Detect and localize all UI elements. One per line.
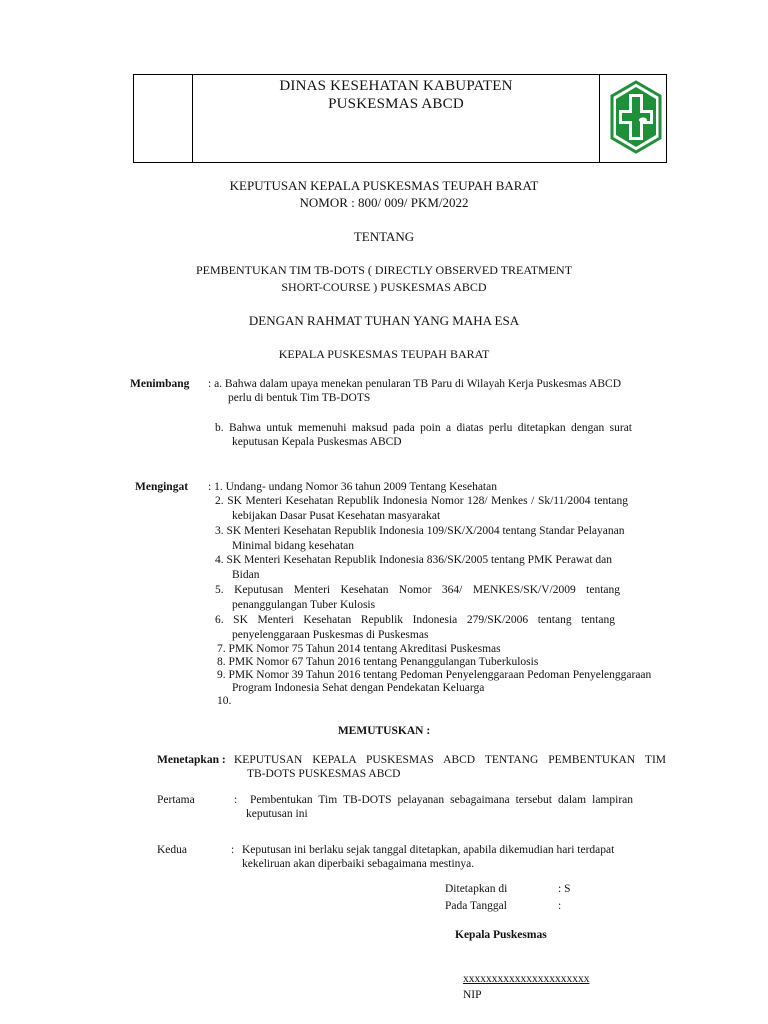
mengingat-item-3-line-1: 3. SK Menteri Kesehatan Republik Indonesia 109/SK/X/2004 tentang Standar Pelayanan bbox=[215, 525, 625, 537]
menetapkan-line-2: TB-DOTS PUSKESMAS ABCD bbox=[247, 768, 401, 780]
kedua-line-1: Keputusan ini berlaku sejak tanggal ditetapkan, apabila dikemudian hari terdapat bbox=[242, 844, 615, 856]
mengingat-item-5-line-1: 5. Keputusan Menteri Kesehatan Nomor 364/ MENKES/SK/V/2009 tentang bbox=[215, 584, 620, 596]
memutuskan-heading: MEMUTUSKAN : bbox=[337, 725, 431, 737]
kedua-label: Kedua bbox=[157, 844, 188, 856]
tanggal-value: : bbox=[558, 900, 562, 912]
mengingat-item-6-line-2: penyelenggaraan Puskesmas di Puskesmas bbox=[232, 629, 429, 641]
decree-number: NOMOR : 800/ 009/ PKM/2022 bbox=[299, 195, 469, 210]
mengingat-item-1: : 1. Undang- undang Nomor 36 tahun 2009 Tentang Kesehatan bbox=[208, 481, 497, 493]
pertama-line-2: keputusan ini bbox=[246, 808, 308, 820]
letterhead-line-2: PUSKESMAS ABCD bbox=[328, 96, 464, 112]
mengingat-item-4-line-1: 4. SK Menteri Kesehatan Republik Indonesia 836/SK/2005 tentang PMK Perawat dan bbox=[215, 554, 613, 566]
signature-title: Kepala Puskesmas bbox=[455, 929, 547, 941]
signatory-name: xxxxxxxxxxxxxxxxxxxxxx bbox=[463, 973, 590, 985]
rahmat-heading: DENGAN RAHMAT TUHAN YANG MAHA ESA bbox=[248, 313, 520, 328]
menimbang-a-line-1: : a. Bahwa dalam upaya menekan penularan TB Paru di Wilayah Kerja Puskesmas ABCD bbox=[208, 378, 622, 390]
puskesmas-logo-icon bbox=[610, 80, 662, 154]
menimbang-a-line-2: perlu di bentuk Tim TB-DOTS bbox=[228, 392, 371, 404]
ditetapkan-label: Ditetapkan di bbox=[445, 883, 508, 895]
mengingat-item-7: 7. PMK Nomor 75 Tahun 2014 tentang Akreditasi Puskesmas bbox=[217, 643, 501, 655]
mengingat-item-5-line-2: penanggulangan Tuber Kulosis bbox=[232, 599, 376, 611]
menetapkan-label: Menetapkan : bbox=[157, 754, 226, 766]
subject-line-1: PEMBENTUKAN TIM TB-DOTS ( DIRECTLY OBSERVED TREATMENT bbox=[195, 263, 573, 277]
menetapkan-line-1: KEPUTUSAN KEPALA PUSKESMAS ABCD TENTANG PEMBENTUKAN TIM bbox=[234, 754, 666, 766]
kepala-heading: KEPALA PUSKESMAS TEUPAH BARAT bbox=[278, 347, 490, 361]
decree-title: KEPUTUSAN KEPALA PUSKESMAS TEUPAH BARAT bbox=[229, 178, 539, 193]
tanggal-label: Pada Tanggal bbox=[445, 900, 507, 912]
subject-line-2: SHORT-COURSE ) PUSKESMAS ABCD bbox=[281, 280, 487, 294]
mengingat-item-10: 10. bbox=[217, 695, 232, 707]
mengingat-item-2-line-2: kebijakan Dasar Pusat Kesehatan masyarakat bbox=[232, 510, 441, 522]
pertama-colon: : bbox=[234, 794, 238, 806]
mengingat-item-2-line-1: 2. SK Menteri Kesehatan Republik Indonesia Nomor 128/ Menkes / Sk/11/2004 tentang bbox=[215, 495, 628, 507]
menimbang-label: Menimbang bbox=[130, 378, 190, 390]
mengingat-label: Mengingat bbox=[135, 481, 189, 493]
ditetapkan-value: : S bbox=[558, 883, 571, 895]
kedua-colon: : bbox=[231, 844, 235, 856]
mengingat-item-4-line-2: Bidan bbox=[232, 569, 260, 581]
mengingat-item-6-line-1: 6. SK Menteri Kesehatan Republik Indonesia 279/SK/2006 tentang tentang bbox=[215, 614, 615, 626]
kedua-line-2: kekeliruan akan diperbaiki sebagaimana mestinya. bbox=[242, 858, 475, 870]
letterhead-divider-right bbox=[599, 75, 600, 162]
menimbang-b-line-1: b. Bahwa untuk memenuhi maksud pada poin a diatas perlu ditetapkan dengan surat bbox=[215, 422, 632, 434]
letterhead-line-1: DINAS KESEHATAN KABUPATEN bbox=[279, 78, 513, 94]
pertama-label: Pertama bbox=[157, 794, 195, 806]
tentang-heading: TENTANG bbox=[353, 229, 415, 244]
mengingat-item-3-line-2: Minimal bidang kesehatan bbox=[232, 540, 354, 552]
mengingat-item-8: 8. PMK Nomor 67 Tahun 2016 tentang Penanggulangan Tuberkulosis bbox=[217, 656, 539, 668]
pertama-line-1: Pembentukan Tim TB-DOTS pelayanan sebagaimana tersebut dalam lampiran bbox=[250, 794, 633, 806]
letterhead-box bbox=[133, 74, 667, 163]
nip-label: NIP bbox=[463, 989, 482, 1001]
menimbang-b-line-2: keputusan Kepala Puskesmas ABCD bbox=[232, 436, 402, 448]
mengingat-item-9-line-1: 9. PMK Nomor 39 Tahun 2016 tentang Pedoman Penyelenggaraan Pedoman Penyelenggaraan bbox=[217, 669, 652, 681]
mengingat-item-9-line-2: Program Indonesia Sehat dengan Pendekatan Keluarga bbox=[232, 682, 485, 694]
